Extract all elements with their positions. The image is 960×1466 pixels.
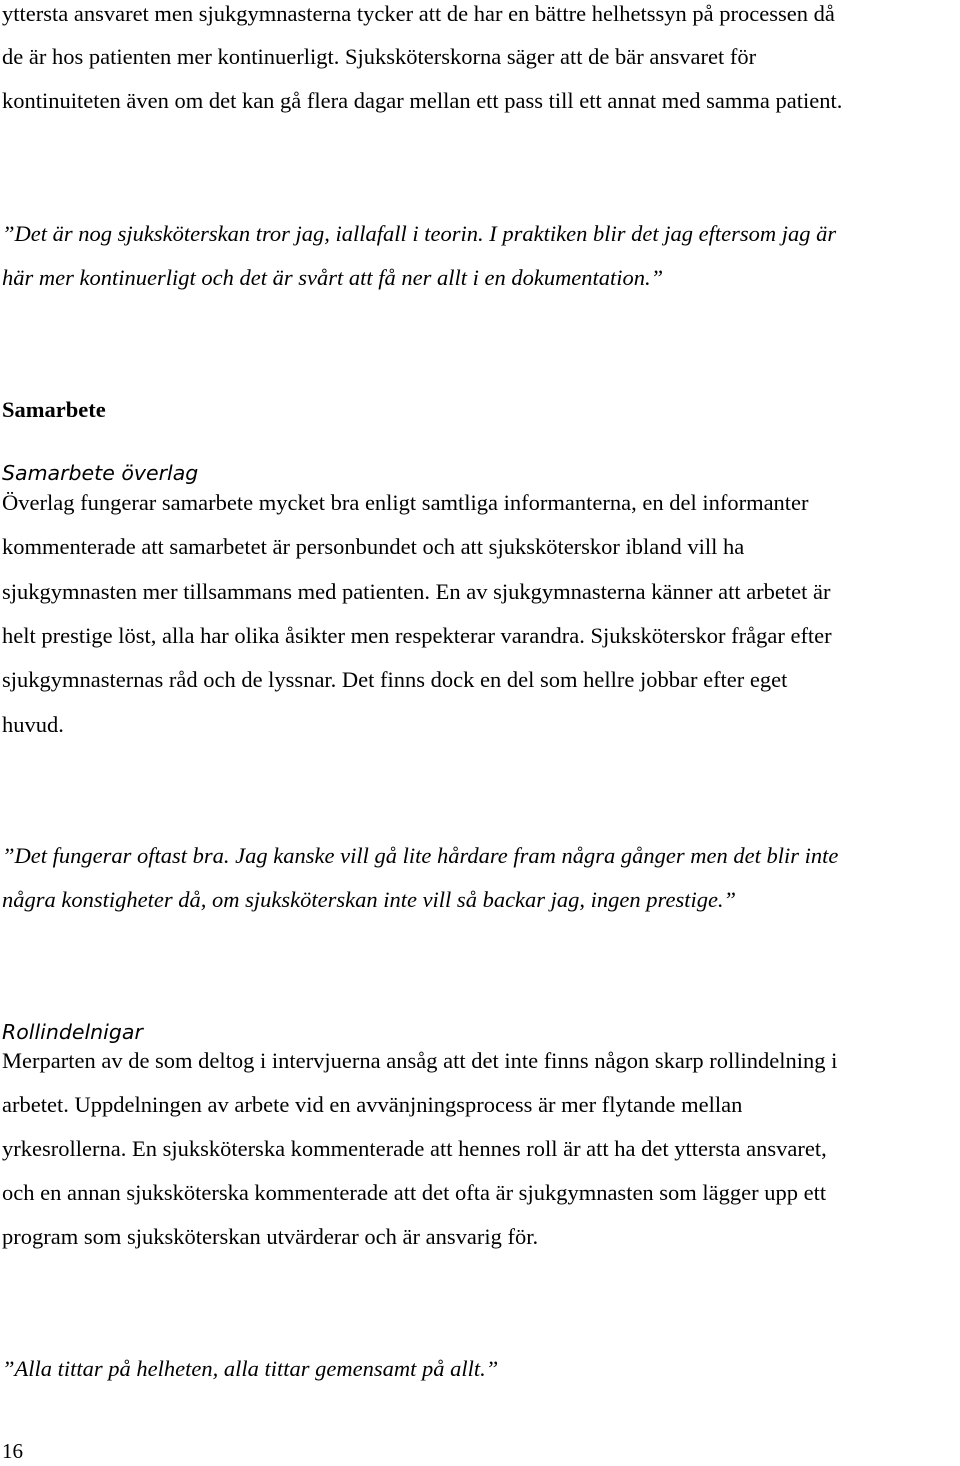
subsection-heading: Rollindelnigar: [2, 1020, 143, 1044]
interview-quote-line: här mer kontinuerligt och det är svårt att få ner allt i en dokumentation.”: [2, 265, 664, 290]
body-text-line: yrkesrollerna. En sjuksköterska kommenterade att hennes roll är att ha det yttersta ansvaret,: [2, 1136, 827, 1161]
section-heading: Samarbete: [2, 397, 106, 422]
body-text-line: kontinuiteten även om det kan gå flera dagar mellan ett pass till ett annat med samma patient.: [2, 88, 843, 113]
body-text-line: Överlag fungerar samarbete mycket bra enligt samtliga informanterna, en del informanter: [2, 490, 809, 515]
page-number: 16: [2, 1439, 23, 1463]
body-text-line: yttersta ansvaret men sjukgymnasterna tycker att de har en bättre helhetssyn på processen då: [2, 1, 835, 26]
body-text-line: de är hos patienten mer kontinuerligt. Sjuksköterskorna säger att de bär ansvaret för: [2, 44, 757, 69]
interview-quote-line: ”Alla tittar på helheten, alla tittar gemensamt på allt.”: [2, 1356, 499, 1381]
body-text-line: kommenterade att samarbetet är personbundet och att sjuksköterskor ibland vill ha: [2, 534, 745, 559]
body-text-line: sjukgymnasten mer tillsammans med patienten. En av sjukgymnasterna känner att arbetet är: [2, 579, 831, 604]
body-text-line: program som sjuksköterskan utvärderar och är ansvarig för.: [2, 1224, 539, 1249]
interview-quote-line: ”Det är nog sjuksköterskan tror jag, iallafall i teorin. I praktiken blir det jag eftersom jag är: [2, 221, 837, 246]
subsection-heading: Samarbete överlag: [2, 461, 199, 485]
body-text-line: sjukgymnasternas råd och de lyssnar. Det finns dock en del som hellre jobbar efter eget: [2, 667, 788, 692]
body-text-line: huvud.: [2, 712, 64, 737]
body-text-line: arbetet. Uppdelningen av arbete vid en avvänjningsprocess är mer flytande mellan: [2, 1092, 743, 1117]
body-text-line: Merparten av de som deltog i intervjuerna ansåg att det inte finns någon skarp rollindelning i: [2, 1048, 838, 1073]
body-text-line: helt prestige löst, alla har olika åsikter men respekterar varandra. Sjuksköterskor frågar efter: [2, 623, 832, 648]
interview-quote-line: ”Det fungerar oftast bra. Jag kanske vill gå lite hårdare fram några gånger men det blir inte: [2, 843, 839, 868]
interview-quote-line: några konstigheter då, om sjuksköterskan inte vill så backar jag, ingen prestige.”: [2, 887, 737, 912]
body-text-line: och en annan sjuksköterska kommenterade att det ofta är sjukgymnasten som lägger upp ett: [2, 1180, 827, 1205]
